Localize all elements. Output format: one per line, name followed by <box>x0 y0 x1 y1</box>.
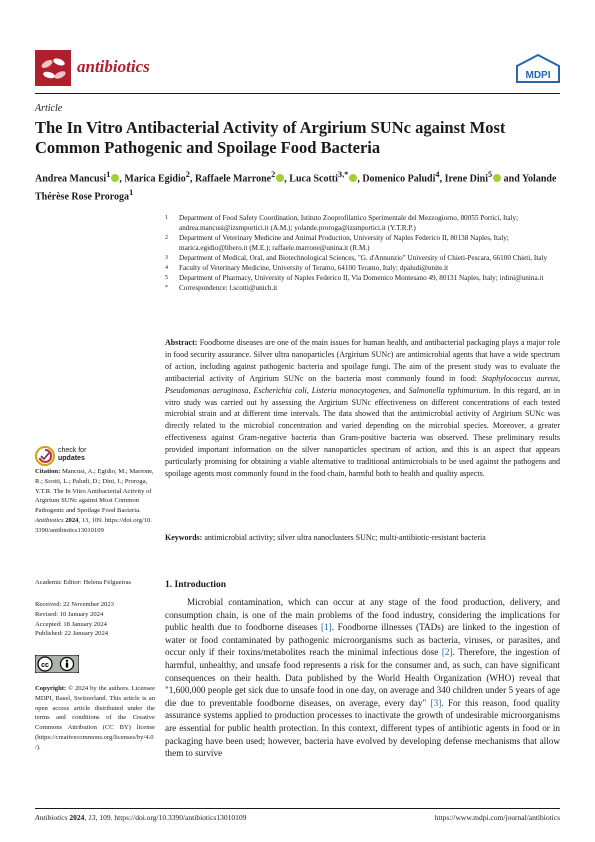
author-name: Yolande Thérèse Rose Proroga <box>35 173 557 203</box>
svg-text:cc: cc <box>41 662 49 669</box>
footer-doi-link[interactable]: , 109. https://doi.org/10.3390/antibiotics13010109 <box>95 813 247 822</box>
orcid-icon[interactable] <box>111 174 119 182</box>
affiliations <box>165 213 560 293</box>
page-footer: Antibiotics 2024, 13, 109. https://doi.org/10.3390/antibiotics13010109 https://www.mdpi.com/journal/antibiotics <box>35 813 560 822</box>
correspondence: * Correspondence: l.scotti@unich.it <box>165 284 278 292</box>
header-divider <box>35 93 560 94</box>
journal-name: antibiotics <box>77 57 150 76</box>
journal-logo-icon <box>35 50 71 86</box>
check-for-updates-icon[interactable] <box>35 446 55 466</box>
author-name: Irene Dini <box>444 173 488 185</box>
orcid-icon[interactable] <box>349 174 357 182</box>
dates-block: Received: 22 November 2023 Revised: 10 January 2024 Accepted: 18 January 2024 Published: 22 January 2024 <box>35 601 114 638</box>
orcid-icon[interactable] <box>493 174 501 182</box>
affiliation-item: 4 Faculty of Veterinary Medicine, University of Teramo, 64100 Teramo, Italy; dpaludi@unite.it <box>165 264 449 272</box>
reference-link[interactable]: [2] <box>441 647 453 658</box>
publisher-label: MDPI <box>525 70 551 81</box>
reference-link[interactable]: [1] <box>320 622 332 633</box>
reference-link[interactable]: [3] <box>430 697 442 708</box>
copyright-block: Copyright: © 2024 by the authors. Licensee MDPI, Basel, Switzerland. This article is an open access article distributed under the terms and conditions of the Creative Commons Attribution (CC BY) license (https://creativecommons.org/licenses/by/4.0/). <box>35 685 155 751</box>
author-name: Domenico Paludi <box>362 173 436 185</box>
section-heading: 1. Introduction <box>165 580 227 590</box>
affiliation-item: 5 Department of Pharmacy, University of Naples Federico II, Via Domenico Montesano 49, 80131 Naples, Italy; irdini@unina.it <box>165 274 544 282</box>
abstract: Abstract: Foodborne diseases are one of the main issues for human health, and antibacterial packaging plays a major role in food security assurance. Silver ultra nanoparticles (Argirium SUNc) are antimicrobial agents that have a wide spectrum of action, including against pathogenic bacteria and spoilage fungi. The aim of the present study was to evaluate the antibacterial activity of Argirium SUNc on the bacteria most commonly found in food: Staphylococcus aureus, Pseudomonas aeruginosa, Escherichia coli, Listeria monocytogenes, and Salmonella typhimurium. In this regard, an in vitro study was carried out by assessing the Argirium SUNc effectiveness on different concentrations of each tested microbial strain and at different time intervals. The data showed that the antimicrobial activity of Argirium SUNc was directly related to the microbial concentration and varied depending on the microbial species. Moreover, a greater effectiveness against Gram-negative bacteria than Gram-positive bacteria was observed. These preliminary results provided important information on the silver nanoparticles spectrum of action, and this is an aspect that appears particularly promising for obtaining a viable alternative to traditional antimicrobials to be used against the pathogens and spoilage agents most commonly found in the food chain, harmful both to health and quality aspects. <box>165 338 561 478</box>
check-for-updates-link[interactable]: check for updates <box>58 447 87 462</box>
cc-by-license-icon[interactable] <box>35 655 79 673</box>
citation-block: Citation: Mancusi, A.; Egidio, M.; Marrone, R.; Scotti, L.; Paludi, D.; Dini, I.; Proroga, Y.T.R. The In Vitro Antibacterial Activity of Argirium SUNc against Most Common Pathogenic and Spoilage Food Bacteria. Antibiotics 2024, 13, 109. https://doi.org/10.3390/antibiotics13010109 <box>35 468 154 534</box>
abstract-label: Abstract: <box>165 338 198 347</box>
footer-divider <box>35 808 560 809</box>
author-name: Andrea Mancusi <box>35 173 107 185</box>
article-type: Article <box>35 103 63 114</box>
academic-editor: Academic Editor: Helena Felgueiras <box>35 579 132 586</box>
author-name: Raffaele Marrone <box>194 173 272 185</box>
mdpi-logo-icon <box>515 54 561 84</box>
affiliation-item: 2 Department of Veterinary Medicine and Animal Production, University of Naples Federico II, 80138 Naples, Italy; marica.egidio@libero.it (M.E.); raffaele.marrone@unina.it (R.M.) <box>165 234 509 252</box>
journal-url-link[interactable]: https://www.mdpi.com/journal/antibiotics <box>434 813 560 822</box>
author-list: Andrea Mancusi$^1$ , Marica Egidio$^2$, Raffaele Marrone$^2$ , Luca Scotti$^{3,*}$ , Domenico Paludi$^4$, Irene Dini$^5$ and Yolande Thérèse Rose Proroga$^1$ <box>35 170 557 203</box>
author-name: Luca Scotti <box>289 173 338 185</box>
orcid-icon[interactable] <box>276 174 284 182</box>
paper-title: The In Vitro Antibacterial Activity of Argirium SUNc against Most Common Pathogenic and Spoilage Food Bacteria <box>35 118 506 157</box>
author-name: Marica Egidio <box>124 173 186 185</box>
citation-doi-link[interactable]: https://doi.org/10.3390/antibiotics13010109 <box>35 516 152 534</box>
keywords: Keywords: antimicrobial activity; silver ultra nanoclusters SUNc; multi-antibiotic-resistant bacteria <box>165 533 486 542</box>
affiliation-item: 3 Department of Medical, Oral, and Biotechnological Sciences, "G. d'Annunzio" University of Chieti-Pescara, 66100 Chieti, Italy <box>165 254 548 262</box>
introduction-body: Microbial contamination, which can occur at any stage of the food production, delivery, and consumption chain, is one of the main problems of the food industry, considering the implications for public health due to foodborne diseases [1]. Foodborne illnesses (TADs) are linked to the ingestion of water or food contaminated by pathogenic microorganisms such as bacteria, viruses, or parasites, and occur only if their toxins/metabolites reach the minimal infectious dose [2]. Therefore, the ingestion of harmful, unhealthy, and unsafe food represents a risk for the consumer and, as such, can have significant consequences on their health. Data published by the World Health Organization (WHO) reveal that "1,600,000 people get sick due to unsafe food in one day, on average and 340 children under 5 years of age die due to preventable foodborne diseases, on average, every day" [3]. For this reason, food quality assurance systems applied to production processes to inactivate the growth of undesirable microorganisms are essential for public health protection. In this context, different types of antibiotic agents in food or in packaging have been used; however, bacteria have evolved by developing defense mechanisms that allow them to survive <box>165 597 561 759</box>
affiliation-item: 1 Department of Food Safety Coordination, Istituto Zooprofilattico Sperimentale del Mezzogiorno, 80055 Portici, Italy; andrea.mancusi@izsmportici.it (A.M.); yolande.proroga@izsmportici.it (Y.T.R.P.) <box>165 214 519 232</box>
